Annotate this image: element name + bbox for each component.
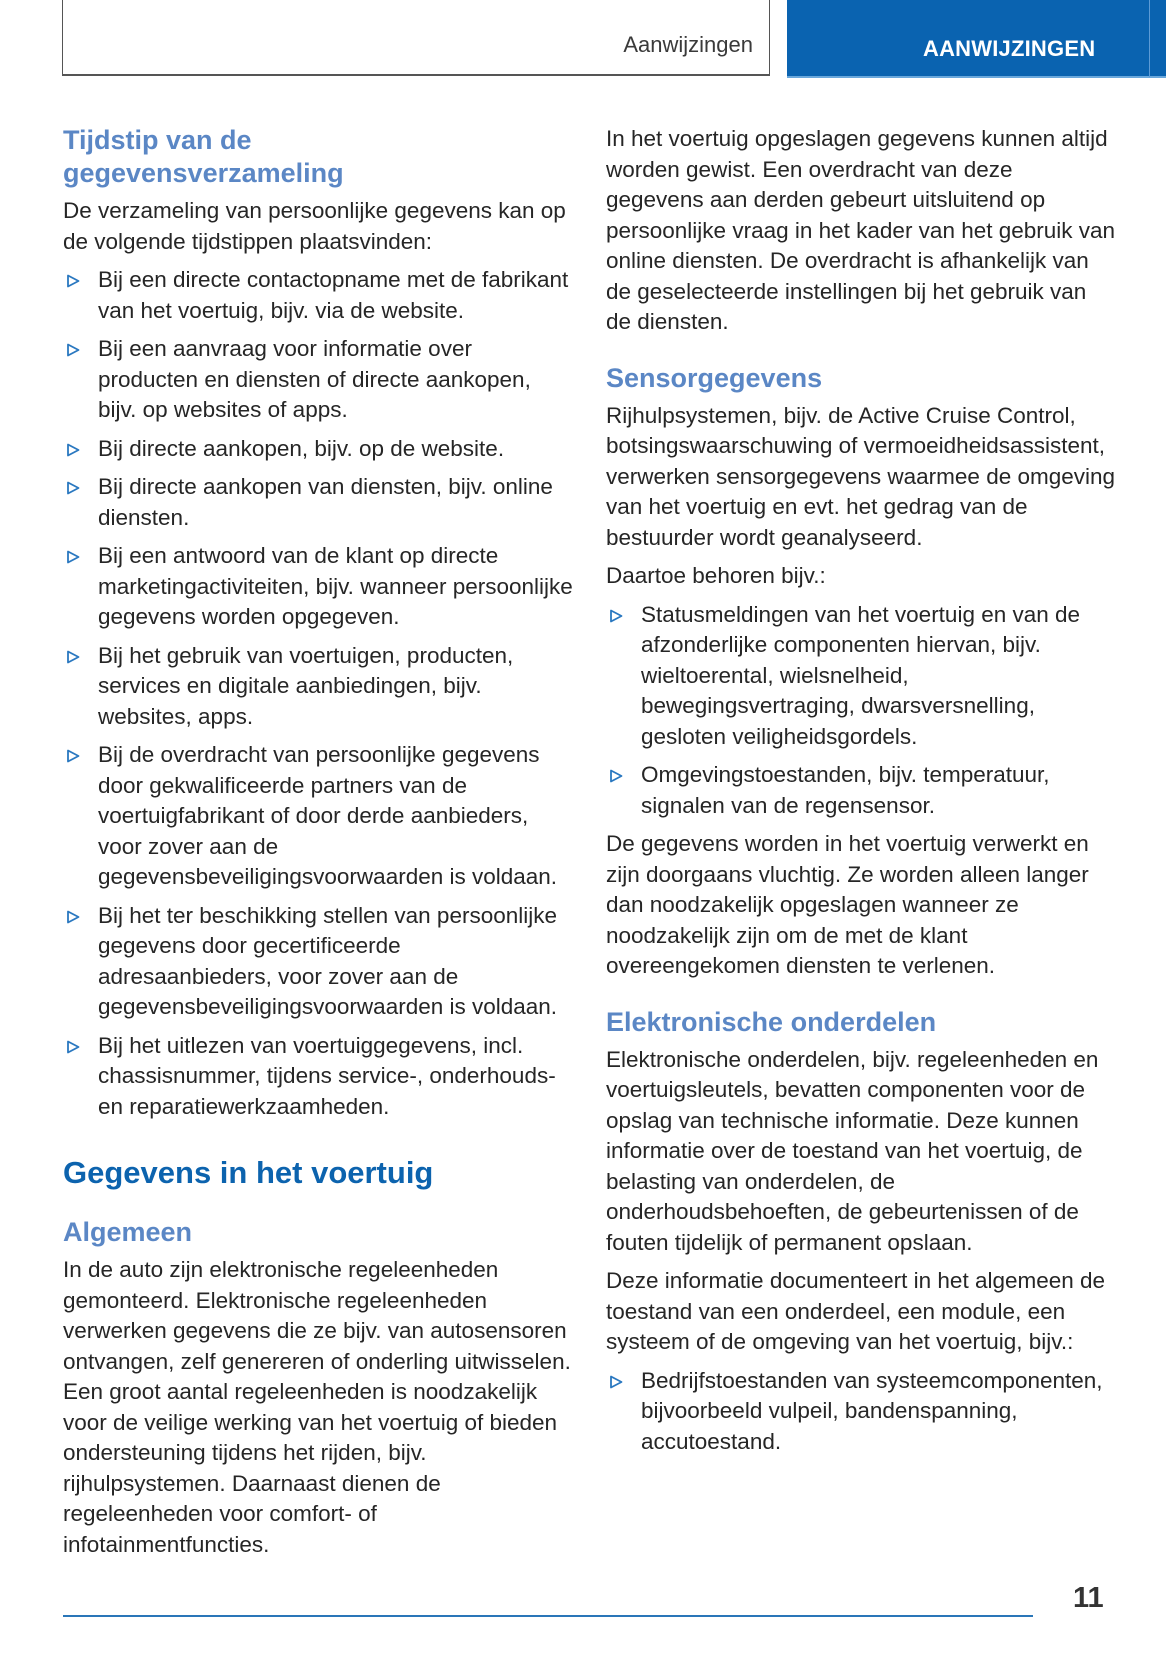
left-column xyxy=(63,124,573,1568)
heading-line-2: gegevensverzameling xyxy=(63,158,344,188)
sensor-lead: Daartoe behoren bijv.: xyxy=(606,563,826,588)
list-item-text: Statusmeldingen van het voertuig en van de afzonderlijke componenten hiervan, bijv. wieltoerental, wielsnelheid, bewegingsvertraging, dwarsversnelling, gesloten veiligheidsgordels. xyxy=(641,601,1081,749)
chapter-tab[interactable] xyxy=(787,0,1149,78)
chapter-tab-label: AANWIJZINGEN xyxy=(923,36,1096,61)
triangle-bullet-icon xyxy=(66,443,80,457)
page-number: 11 xyxy=(1073,1582,1104,1614)
sensor-paragraph: Rijhulpsystemen, bijv. de Active Cruise Control, botsingswaarschuwing of vermoeidheidsassistent, verwerken sensorgegevens waarmee de omgeving van het voertuig en evt. het gedrag van de bestuurder wordt geanalyseerd. xyxy=(606,402,1116,550)
list-item xyxy=(63,901,573,1023)
electronics-paragraph-2: Deze informatie documenteert in het algemeen de toestand van een onderdeel, een module, een systeem of de omgeving van het voertuig, bijv.: xyxy=(606,1268,1106,1354)
list-item xyxy=(63,434,573,465)
chapter-tab-edge xyxy=(1149,0,1166,78)
triangle-bullet-icon xyxy=(66,1040,80,1054)
list-item xyxy=(606,1366,1116,1458)
sensor-closing-paragraph: De gegevens worden in het voertuig verwerkt en zijn doorgaans vluchtig. Ze worden alleen langer dan noodzakelijk opgeslagen wanneer ze noodzakelijk zijn om de met de klant overeengekomen diensten te verlenen. xyxy=(606,831,1089,978)
list-item-text: Bij het uitlezen van voertuiggegevens, incl. chassisnummer, tijdens service-, onderhouds- en reparatiewerkzaamheden. xyxy=(98,1032,556,1119)
triangle-bullet-icon xyxy=(609,1375,623,1389)
data-collection-intro: De verzameling van persoonlijke gegevens kan op de volgende tijdstippen plaatsvinden: xyxy=(63,198,566,254)
list-item xyxy=(606,760,1116,821)
triangle-bullet-icon xyxy=(66,550,80,564)
list-item xyxy=(606,600,1116,753)
heading-general: Algemeen xyxy=(63,1217,193,1247)
list-item-text: Bij een directe contactopname met de fabrikant van het voertuig, bijv. via de website. xyxy=(98,267,569,323)
list-item xyxy=(63,472,573,533)
list-item xyxy=(63,1031,573,1123)
list-item-text: Bij de overdracht van persoonlijke gegevens door gekwalificeerde partners van de voertuigfabrikant of door derde aanbieders, voor zover aan de gegevensbeveiligingsvoorwaarden is voldaan. xyxy=(98,742,558,889)
heading-electronic-parts: Elektronische onderdelen xyxy=(606,1006,937,1037)
list-item-text: Bij het ter beschikking stellen van persoonlijke gegevens door gecertificeerde adresaanbieders, voor zover aan de gegevensbeveiligingsvoorwaarden is voldaan. xyxy=(98,902,558,1019)
right-column xyxy=(606,124,1116,1465)
triangle-bullet-icon xyxy=(66,343,80,357)
data-collection-list xyxy=(63,265,573,1122)
list-item-text: Bij directe aankopen van diensten, bijv. online diensten. xyxy=(98,474,553,530)
list-item-text: Bij een aanvraag voor informatie over producten en diensten of directe aankopen, bijv. op websites of apps. xyxy=(98,336,531,422)
list-item xyxy=(63,265,573,326)
list-item xyxy=(63,541,573,633)
list-item-text: Bij een antwoord van de klant op directe marketingactiviteiten, bijv. wanneer persoonlijke gegevens worden opgegeven. xyxy=(98,543,573,629)
header-section-label: Aanwijzingen xyxy=(623,32,753,57)
sensor-list xyxy=(606,600,1116,822)
list-item xyxy=(63,740,573,893)
triangle-bullet-icon xyxy=(66,749,80,763)
list-item xyxy=(63,641,573,733)
electronics-list xyxy=(606,1366,1116,1458)
heading-data-in-vehicle: Gegevens in het voertuig xyxy=(63,1155,434,1190)
list-item-text: Bij directe aankopen, bijv. op de website. xyxy=(98,435,505,461)
data-deletion-paragraph: In het voertuig opgeslagen gegevens kunnen altijd worden gewist. Een overdracht van deze gegevens aan derden gebeurt uitsluitend op persoonlijke vraag in het kader van het gebruik van online diensten. De overdracht is afhankelijk van de geselecteerde instellingen bij het gebruik van de diensten. xyxy=(606,126,1116,334)
electronics-paragraph-1: Elektronische onderdelen, bijv. regeleenheden en voertuigsleutels, bevatten componenten voor de opslag van technische informatie. Deze kunnen informatie over de toestand van het voertuig, de belasting van onderdelen, de onderhoudsbehoeften, de gebeurtenissen of de fouten tijdelijk of permanent opslaan. xyxy=(606,1046,1099,1255)
list-item xyxy=(63,334,573,426)
list-item-text: Omgevingstoestanden, bijv. temperatuur, signalen van de regensensor. xyxy=(641,762,1050,818)
header-section-box xyxy=(62,0,770,76)
triangle-bullet-icon xyxy=(609,609,623,623)
triangle-bullet-icon xyxy=(66,274,80,288)
general-paragraph: In de auto zijn elektronische regeleenheden gemonteerd. Elektronische regeleenheden verwerken gegevens die ze bijv. van autosensoren ontvangen, zelf genereren of onderling uitwisselen. Een groot aantal regeleenheden is noodzakelijk voor de veilige werking van het voertuig of bieden ondersteuning tijdens het rijden, bijv. rijhulpsystemen. Daarnaast dienen de regeleenheden voor comfort- of infotainmentfuncties. xyxy=(63,1257,571,1557)
heading-sensor-data: Sensorgegevens xyxy=(606,362,823,393)
triangle-bullet-icon xyxy=(66,481,80,495)
heading-data-collection-time xyxy=(63,124,573,190)
triangle-bullet-icon xyxy=(66,650,80,664)
triangle-bullet-icon xyxy=(66,910,80,924)
triangle-bullet-icon xyxy=(609,769,623,783)
list-item-text: Bij het gebruik van voertuigen, producten, services en digitale aanbiedingen, bijv. websites, apps. xyxy=(98,642,514,729)
footer-divider xyxy=(63,1615,1033,1617)
heading-line-1: Tijdstip van de xyxy=(63,125,252,155)
list-item-text: Bedrijfstoestanden van systeemcomponenten, bijvoorbeeld vulpeil, bandenspanning, accutoestand. xyxy=(641,1367,1103,1454)
